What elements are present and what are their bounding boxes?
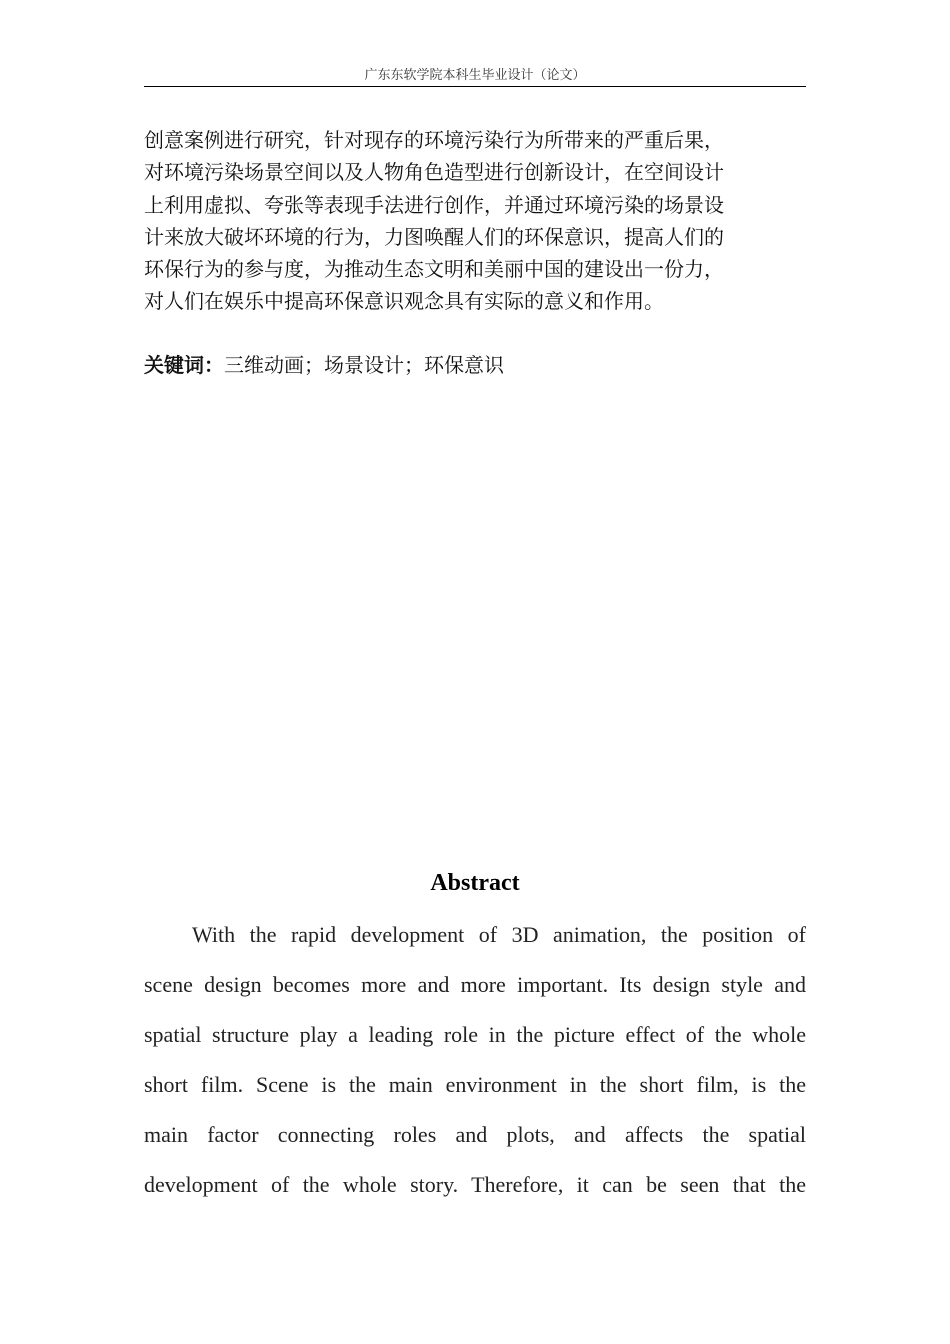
chinese-abstract-line: 对人们在娱乐中提高环保意识观念具有实际的意义和作用。 <box>144 289 664 314</box>
chinese-abstract-body <box>144 124 806 318</box>
chinese-abstract-line: 环保行为的参与度，为推动生态文明和美丽中国的建设出一份力， <box>144 257 724 282</box>
english-abstract-line: short film. Scene is the main environment in the short film, is the <box>144 1072 806 1097</box>
abstract-heading: Abstract <box>430 870 520 896</box>
header-divider <box>144 86 806 87</box>
english-abstract-line: main factor connecting roles and plots, and affects the spatial <box>144 1122 806 1147</box>
keywords-value: 三维动画；场景设计；环保意识 <box>224 353 504 377</box>
keywords-label: 关键词： <box>144 353 224 377</box>
english-abstract-line: development of the whole story. Therefore, it can be seen that the <box>144 1172 806 1197</box>
english-abstract-line: With the rapid development of 3D animation, the position of <box>192 922 806 947</box>
english-abstract-line: scene design becomes more and more important. Its design style and <box>144 972 806 997</box>
english-abstract-line: spatial structure play a leading role in the picture effect of the whole <box>144 1022 806 1047</box>
chinese-abstract-line: 上利用虚拟、夸张等表现手法进行创作，并通过环境污染的场景设 <box>144 192 724 217</box>
english-abstract-body <box>144 912 806 1212</box>
chinese-abstract-line: 计来放大破坏环境的行为，力图唤醒人们的环保意识，提高人们的 <box>144 224 724 249</box>
chinese-abstract-line: 对环境污染场景空间以及人物角色造型进行创新设计，在空间设计 <box>144 160 724 185</box>
keywords-line <box>144 350 806 380</box>
running-header: 广东东软学院本科生毕业设计（论文） <box>364 68 586 83</box>
chinese-abstract-line: 创意案例进行研究，针对现存的环境污染行为所带来的严重后果， <box>144 128 724 152</box>
